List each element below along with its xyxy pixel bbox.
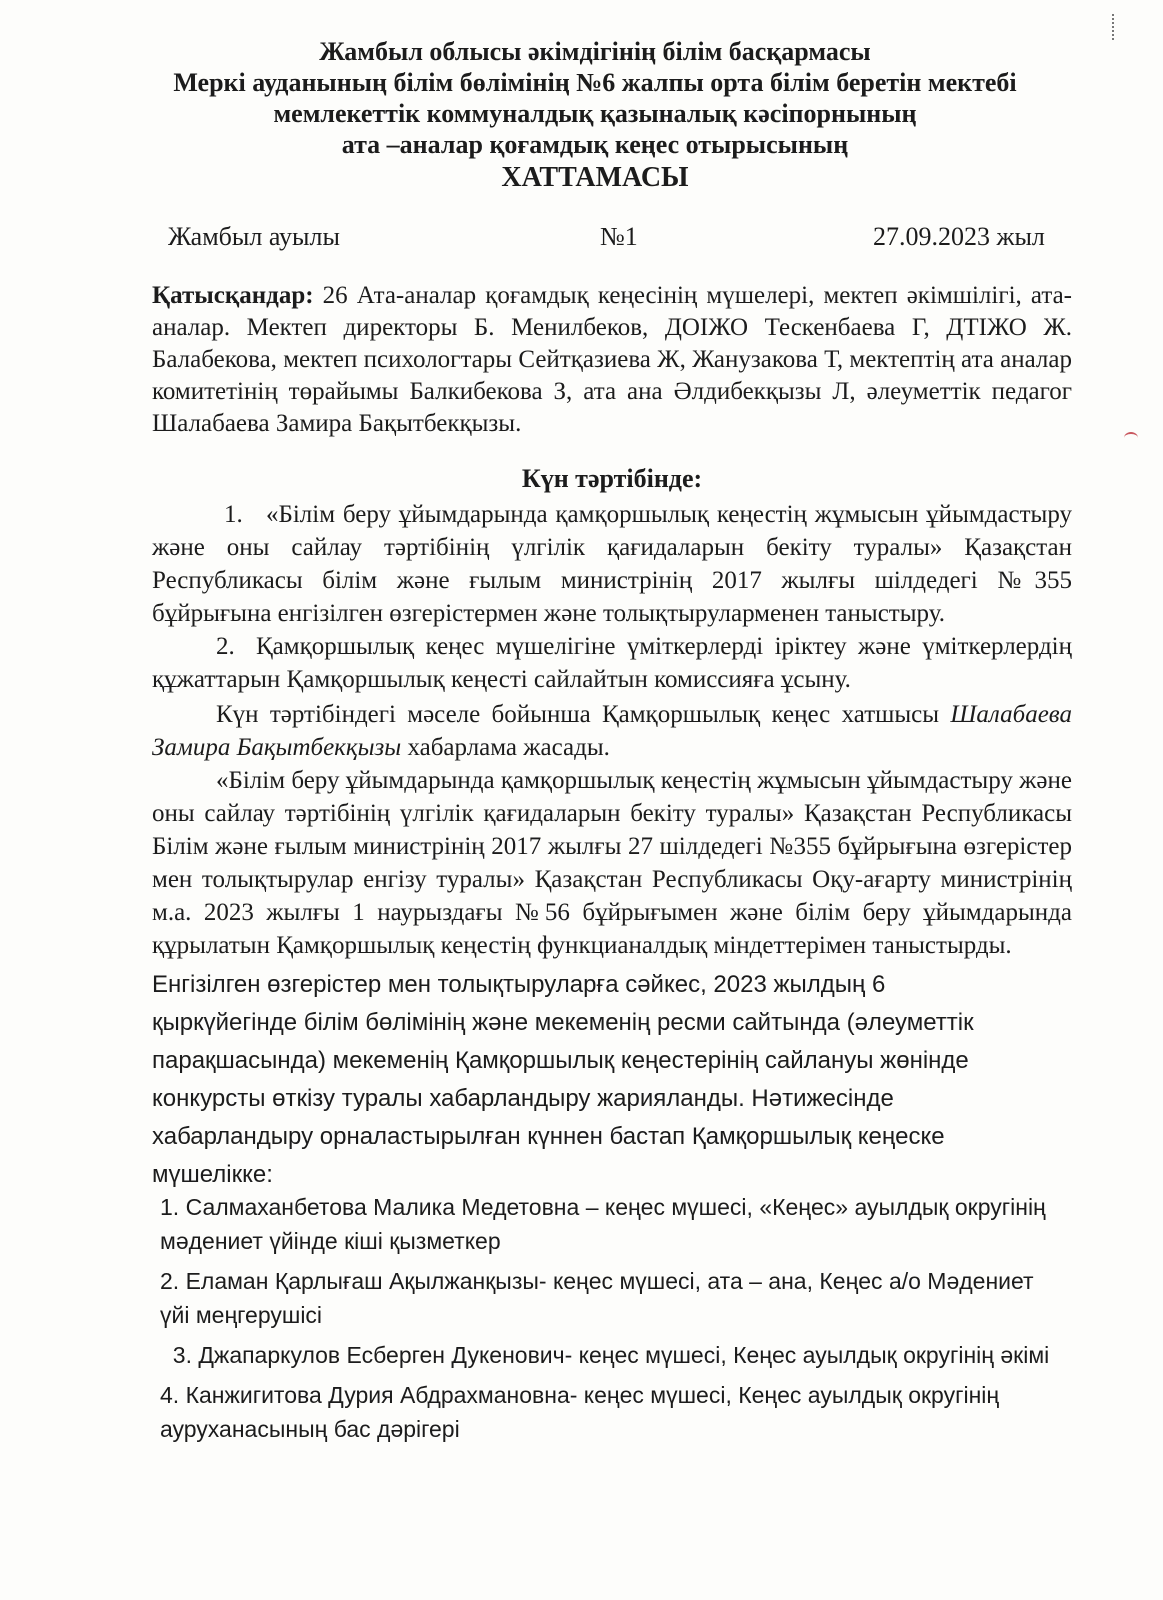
header-line-1: Жамбыл облысы әкімдігінің білім басқармасы [319,37,871,66]
header-line-4: ата –аналар қоғамдық кеңес отырысының [341,130,849,159]
agenda-list [152,498,1072,696]
participants-label: Қатысқандар: [152,282,314,309]
meeting-place: Жамбыл ауылы [168,222,340,251]
pen-mark [1124,432,1138,444]
report-intro: Күн тәртібіндегі мәселе бойынша Қамқоршылық кеңес хатшысы [216,701,951,728]
agenda-item-text: Қамқоршылық кеңес мүшелігіне үміткерлерді іріктеу және үміткерлердің құжаттарын Қамқоршылық кеңесті сайлайтын комиссияға ұсыну. [152,633,1072,693]
agenda-item [152,630,1072,696]
document-title: ХАТТАМАСЫ [501,162,689,193]
agenda-item-text: «Білім беру ұйымдарында қамқоршылық кеңестің жұмысын ұйымдастыру және оны сайлау тәртібінің үлгілік қағидаларын бекіту туралы» Қазақстан Республикасы білім және ғылым министрінің 2017 жылғы шілдедегі №355 бұйрығына енгізілген өзгерістермен және толықтыруларменен таныстыру. [152,501,1072,627]
agenda-title: Күн тәртібінде: [521,464,703,493]
changes-paragraph: Енгізілген өзгерістер мен толықтыруларға сәйкес, 2023 жылдың 6 қыркүйегінде білім бөлімінің және мекеменің ресми сайтында (әлеуметтік парақшасында) мекеменің Қамқоршылық кеңестерінің сайлануы жөнінде конкурсты өткізу туралы хабарландыру жарияланды. Нәтижесінде хабарландыру орналастырылған күннен бастап Қамқоршылық кеңеске мүшелікке: [152,971,974,1188]
member-item: 1. Салмаханбетова Малика Медетовна – кеңес мүшесі, «Кеңес» ауылдық округінің мәдениет үйінде кіші қызметкер [160,1194,1046,1254]
meeting-date: 27.09.2023 жыл [873,222,1045,251]
agenda-item-number: 2. [216,633,235,660]
document-header [140,36,1050,196]
report-section [152,698,1072,962]
report-paragraph-2: «Білім беру ұйымдарында қамқоршылық кеңестің жұмысын ұйымдастыру және оны сайлау тәртібінің үлгілік қағидаларын бекіту туралы» Қазақстан Республикасы Білім және ғылым министрінің 2017 жылғы 27 шілдедегі №355 бұйрығына өзгерістер мен толықтырулар енгізу туралы» Қазақстан Республикасы Оқу-ағарту министрінің м.а. 2023 жылғы 1 наурыздағы №56 бұйрығымен және білім беру ұйымдарында құрылатын Қамқоршылық кеңестің функцианалдық міндеттерімен таныстырды. [152,767,1072,959]
scan-mark [1112,14,1120,40]
header-line-2: Меркі ауданының білім бөлімінің №6 жалпы орта білім беретін мектебі [173,68,1017,97]
report-intro-end: хабарлама жасады. [401,734,610,761]
protocol-number: №1 [600,222,638,251]
participants-paragraph [152,280,1072,440]
secretary-name: Шалабаева Замира Бақытбекқызы [152,701,1072,761]
agenda-item [152,498,1072,630]
participants-text: 26 Ата-аналар қоғамдық кеңесінің мүшелері, мектеп әкімшілігі, ата-аналар. Мектеп директоры Б. Менилбеков, ДОІЖО Тескенбаева Г, ДТІЖО Ж. Балабекова, мектеп психологтары Сейтқазиева Ж, Жанузакова Т, мектептің ата аналар комитетінің төрайымы Балкибекова З, ата ана Әлдибекқызы Л, әлеуметтік педагог Шалабаева Замира Бақытбекқызы. [152,282,1072,437]
report-paragraph-1 [152,698,1072,764]
agenda-item-number: 1. [224,501,243,528]
header-line-3: мемлекеттік коммуналдық қазыналық кәсіпорнының [273,99,917,128]
member-item: 4. Канжигитова Дурия Абдрахмановна- кеңес мүшесі, Кеңес ауылдық округінің ауруханасының бас дәрігері [160,1382,1000,1442]
members-list [160,1190,1060,1446]
member-item: 2. Еламан Қарлығаш Ақылжанқызы- кеңес мүшесі, ата – ана, Кеңес а/о Мәдениет үйі меңгерушісі [160,1268,1034,1328]
member-item: 3. Джапаркулов Есберген Дукенович- кеңес мүшесі, Кеңес ауылдық округінің әкімі [160,1342,1050,1368]
